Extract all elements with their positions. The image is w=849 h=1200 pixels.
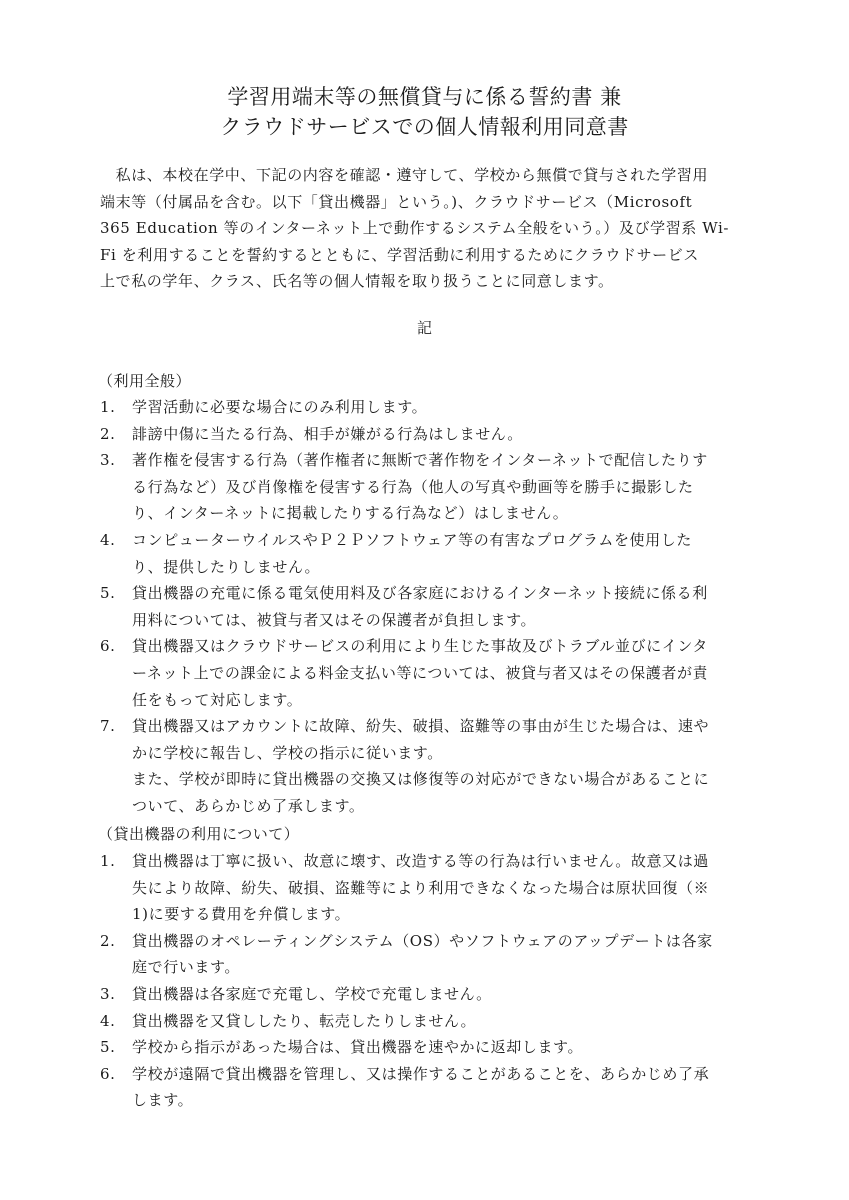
intro-line: 端末等（付属品を含む。以下「貸出機器」という。)、クラウドサービス（Microsoft (100, 192, 693, 211)
list-item (100, 580, 760, 633)
item-number: 5. (100, 1038, 116, 1057)
intro-paragraph (100, 162, 750, 295)
item-text: 貸出機器のオペレーティングシステム（OS）やソフトウェアのアップデートは各家 (132, 931, 713, 950)
list-item (100, 527, 760, 580)
item-number: 2. (100, 424, 116, 443)
item-text: コンピューターウイルスやＰ２Ｐソフトウェア等の有害なプログラムを使用した (132, 530, 692, 549)
section-heading-general-use: （利用全般） (98, 372, 192, 390)
item-text: ーネット上での課金による料金支払い等については、被貸与者又はその保護者が責 (132, 663, 709, 682)
document-title-line2: クラウドサービスでの個人情報利用同意書 (220, 115, 629, 139)
item-text: ついて、あらかじめ了承します。 (132, 796, 365, 815)
list-item (100, 1061, 760, 1114)
item-text: 庭で行います。 (132, 958, 241, 977)
item-number: 1. (100, 852, 116, 870)
list-item (100, 928, 760, 981)
general-use-list (100, 394, 760, 820)
intro-line: Fi を利用することを誓約するとともに、学習活動に利用するためにクラウドサービス (100, 245, 699, 264)
document-title-line1: 学習用端末等の無償貸与に係る誓約書 兼 (227, 85, 622, 109)
list-item (100, 394, 760, 421)
item-number: 7. (100, 717, 116, 736)
intro-line: 365 Education 等のインターネット上で動作するシステム全般をいう。）及び学習系 Wi- (100, 219, 730, 238)
section-heading-device-use: （貸出機器の利用について） (98, 825, 300, 843)
ki-heading: 記 (416, 319, 432, 337)
item-text: り、提供したりしません。 (132, 557, 321, 576)
item-text: 学校が遠隔で貸出機器を管理し、又は操作することがあることを、あらかじめ了承 (132, 1064, 710, 1083)
item-text: り、インターネットに掲載したりする行為など）はしません。 (132, 504, 569, 523)
list-item (100, 633, 760, 713)
list-item (100, 421, 760, 448)
list-item (100, 848, 760, 928)
item-text: 著作権を侵害する行為（著作権者に無断で著作物をインターネットで配信したりす (132, 451, 708, 470)
item-text: 学習活動に必要な場合にのみ利用します。 (132, 398, 428, 416)
item-text: 任をもって対応します。 (132, 690, 303, 709)
list-item (100, 447, 760, 527)
item-text: また、学校が即時に貸出機器の交換又は修復等の対応ができない場合があることに (132, 770, 710, 789)
item-text: します。 (132, 1091, 194, 1110)
item-number: 2. (100, 931, 116, 950)
item-text: 失により故障、紛失、破損、盗難等により利用できなくなった場合は原状回復（※ (132, 878, 710, 897)
item-text: 用料については、被貸与者又はその保護者が負担します。 (132, 610, 537, 629)
item-number: 4. (100, 1011, 116, 1030)
item-number: 6. (100, 1064, 116, 1083)
list-item (100, 713, 760, 819)
item-text: 学校から指示があった場合は、貸出機器を速やかに返却します。 (132, 1038, 584, 1057)
item-text: 貸出機器を又貸ししたり、転売したりしません。 (132, 1011, 477, 1030)
intro-line: 上で私の学年、クラス、氏名等の個人情報を取り扱うことに同意します。 (100, 272, 614, 291)
device-use-list (100, 848, 760, 1114)
item-number: 4. (100, 530, 116, 549)
item-text: 1)に要する費用を弁償します。 (132, 905, 351, 924)
item-text: 貸出機器又はアカウントに故障、紛失、破損、盗難等の事由が生じた場合は、速や (132, 717, 710, 736)
intro-line: 私は、本校在学中、下記の内容を確認・遵守して、学校から無償で貸与された学習用 (100, 166, 709, 184)
item-number: 3. (100, 984, 116, 1003)
list-item (100, 1034, 760, 1061)
item-text: かに学校に報告し、学校の指示に従います。 (132, 743, 443, 762)
item-text: 誹謗中傷に当たる行為、相手が嫌がる行為はしません。 (132, 424, 523, 443)
list-item (100, 981, 760, 1008)
list-item (100, 1008, 760, 1035)
item-text: 貸出機器は各家庭で充電し、学校で充電しません。 (132, 984, 492, 1003)
item-number: 6. (100, 637, 116, 656)
item-number: 1. (100, 398, 116, 416)
item-number: 5. (100, 584, 116, 603)
item-text: 貸出機器は丁寧に扱い、故意に壊す、改造する等の行為は行いません。故意又は過 (132, 852, 709, 870)
item-number: 3. (100, 451, 116, 470)
item-text: 貸出機器の充電に係る電気使用料及び各家庭におけるインターネット接続に係る利 (132, 584, 708, 603)
item-text: る行為など）及び肖像権を侵害する行為（他人の写真や動画等を勝手に撮影した (132, 477, 694, 496)
item-text: 貸出機器又はクラウドサービスの利用により生じた事故及びトラブル並びにインタ (132, 637, 709, 656)
